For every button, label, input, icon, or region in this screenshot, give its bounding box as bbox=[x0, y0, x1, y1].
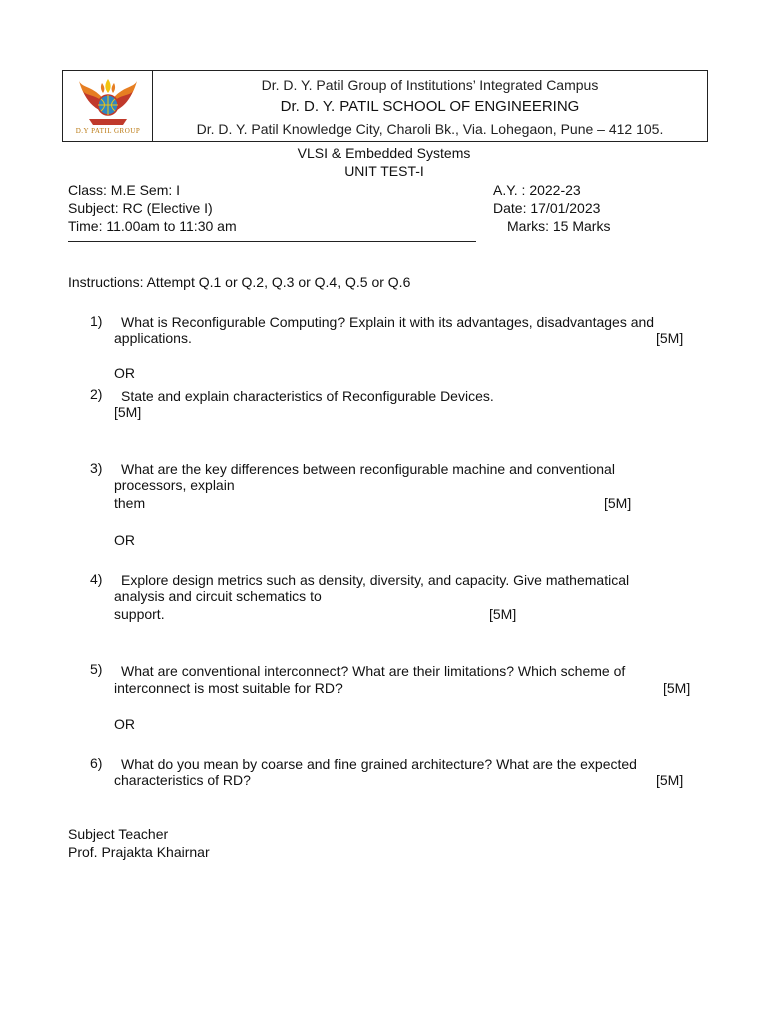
academic-year: A.Y. : 2022-23 bbox=[493, 182, 581, 198]
exam-date: Date: 17/01/2023 bbox=[493, 200, 601, 216]
question-marks: [5M] bbox=[114, 404, 142, 420]
question-marks: [5M] bbox=[663, 680, 691, 696]
separator-line bbox=[68, 241, 476, 242]
teacher-role: Subject Teacher bbox=[68, 826, 169, 842]
question-marks: [5M] bbox=[656, 330, 684, 346]
test-title: UNIT TEST-I bbox=[344, 163, 424, 179]
question-marks: [5M] bbox=[656, 772, 684, 788]
logo-cell bbox=[63, 71, 153, 141]
or-separator: OR bbox=[114, 716, 135, 732]
question-text: What is Reconfigurable Computing? Explain it with its advantages, disadvantages and bbox=[121, 314, 655, 330]
school-name: Dr. D. Y. PATIL SCHOOL OF ENGINEERING bbox=[280, 98, 580, 115]
question-text: What are conventional interconnect? What are their limitations? Which scheme of bbox=[121, 663, 626, 679]
question-number: 1) bbox=[90, 313, 103, 329]
or-separator: OR bbox=[114, 365, 135, 381]
question-text-cont: analysis and circuit schematics to bbox=[114, 588, 322, 604]
question-text: State and explain characteristics of Reconfigurable Devices. bbox=[121, 388, 494, 404]
question-text-cont: support. bbox=[114, 606, 165, 622]
question-marks: [5M] bbox=[489, 606, 517, 622]
question-number: 3) bbox=[90, 460, 103, 476]
institution-header bbox=[62, 70, 708, 142]
subject-info: Subject: RC (Elective I) bbox=[68, 200, 213, 216]
teacher-name: Prof. Prajakta Khairnar bbox=[68, 844, 210, 860]
question-text-cont: characteristics of RD? bbox=[114, 772, 251, 788]
question-number: 4) bbox=[90, 571, 103, 587]
campus-address: Dr. D. Y. Patil Knowledge City, Charoli Bk., Via. Lohegaon, Pune – 412 105. bbox=[196, 121, 664, 137]
question-text-cont: processors, explain bbox=[114, 477, 235, 493]
question-number: 6) bbox=[90, 755, 103, 771]
question-text-cont: applications. bbox=[114, 330, 192, 346]
or-separator: OR bbox=[114, 532, 135, 548]
question-text: Explore design metrics such as density, diversity, and capacity. Give mathematical bbox=[121, 572, 630, 588]
question-text-cont: them bbox=[114, 495, 146, 511]
question-number: 2) bbox=[90, 386, 103, 402]
question-text-cont: interconnect is most suitable for RD? bbox=[114, 680, 343, 696]
question-text: What do you mean by coarse and fine grained architecture? What are the expected bbox=[121, 756, 637, 772]
exam-time: Time: 11.00am to 11:30 am bbox=[68, 218, 237, 234]
class-info: Class: M.E Sem: I bbox=[68, 182, 181, 198]
question-marks: [5M] bbox=[604, 495, 632, 511]
question-text: What are the key differences between reconfigurable machine and conventional bbox=[121, 461, 615, 477]
subject-title: VLSI & Embedded Systems bbox=[297, 145, 471, 161]
question-number: 5) bbox=[90, 661, 103, 677]
instructions: Instructions: Attempt Q.1 or Q.2, Q.3 or Q.4, Q.5 or Q.6 bbox=[68, 274, 411, 290]
group-name: Dr. D. Y. Patil Group of Institutions’ Integrated Campus bbox=[261, 77, 599, 93]
total-marks: Marks: 15 Marks bbox=[507, 218, 611, 234]
logo-caption: D.Y PATIL GROUP bbox=[75, 127, 141, 135]
